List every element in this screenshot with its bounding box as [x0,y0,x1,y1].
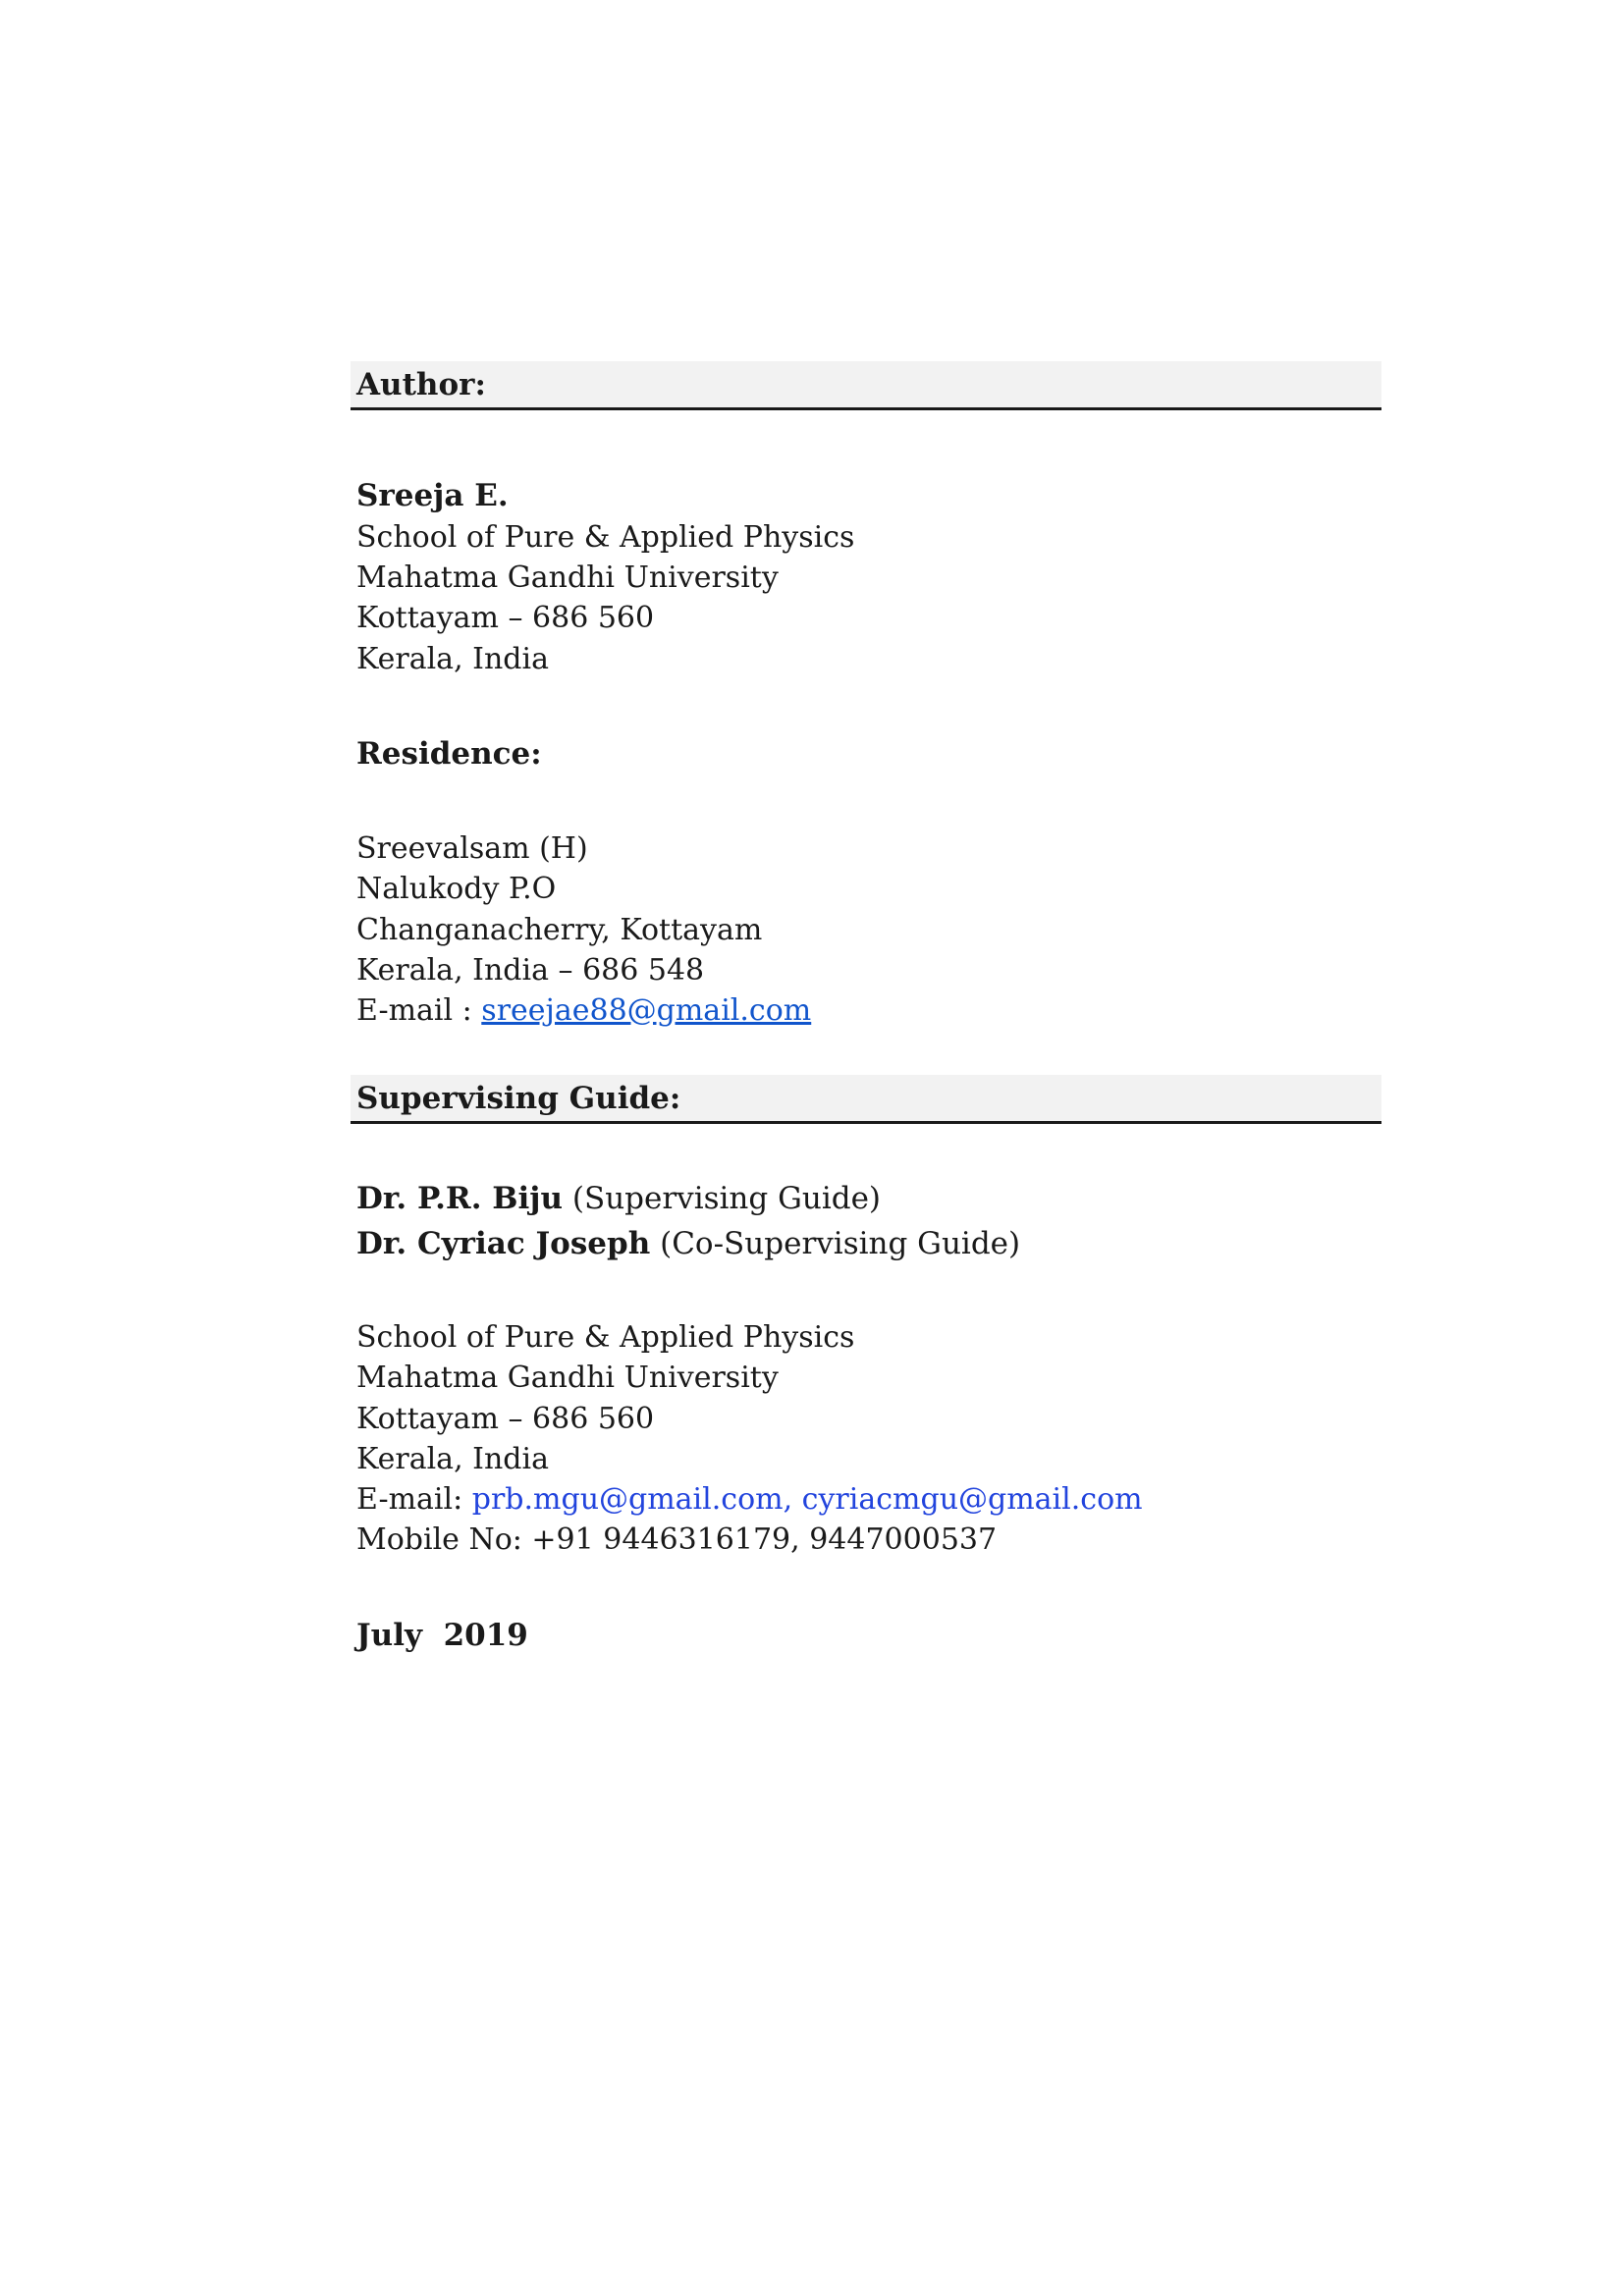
guide-address-line-2: Mahatma Gandhi University [356,1361,779,1395]
guide-1-name: Dr. P.R. Biju [356,1181,564,1216]
author-heading-bar [351,361,1381,410]
guide-heading-bar [351,1075,1381,1124]
author-address-line-2: Mahatma Gandhi University [356,561,779,595]
guide-address-line-4: Kerala, India [356,1442,549,1476]
residence-address-line-4: Kerala, India – 686 548 [356,953,705,988]
guide-address-line-3: Kottayam – 686 560 [356,1402,655,1436]
author-address-line-4: Kerala, India [356,642,549,676]
guide-email-label: E-mail: [356,1482,472,1517]
guide-2-name: Dr. Cyriac Joseph [356,1226,651,1261]
residence-email-link[interactable]: sreejae88@gmail.com [481,993,812,1028]
residence-address-line-3: Changanacherry, Kottayam [356,913,763,947]
author-address-line-1: School of Pure & Applied Physics [356,520,855,555]
guide-2-role: (Co-Supervising Guide) [650,1226,1021,1261]
residence-email-line [356,993,811,1029]
guide-1-line [356,1181,881,1216]
residence-heading: Residence: [356,736,542,772]
document-date: July 2019 [356,1618,528,1653]
guide-2-line [356,1226,1020,1261]
author-name: Sreeja E. [356,478,509,513]
guide-email-links[interactable]: prb.mgu@gmail.com, cyriacmgu@gmail.com [471,1482,1143,1517]
guide-heading: Supervising Guide: [356,1081,681,1116]
guide-mobile: Mobile No: +91 9446316179, 9447000537 [356,1522,998,1557]
residence-address-line-2: Nalukody P.O [356,872,557,906]
guide-1-role: (Supervising Guide) [563,1181,882,1216]
guide-email-line [356,1482,1143,1518]
guide-address-line-1: School of Pure & Applied Physics [356,1320,855,1355]
residence-email-label: E-mail : [356,993,482,1028]
author-heading: Author: [356,367,486,402]
author-address-line-3: Kottayam – 686 560 [356,601,655,635]
residence-address-line-1: Sreevalsam (H) [356,831,588,866]
